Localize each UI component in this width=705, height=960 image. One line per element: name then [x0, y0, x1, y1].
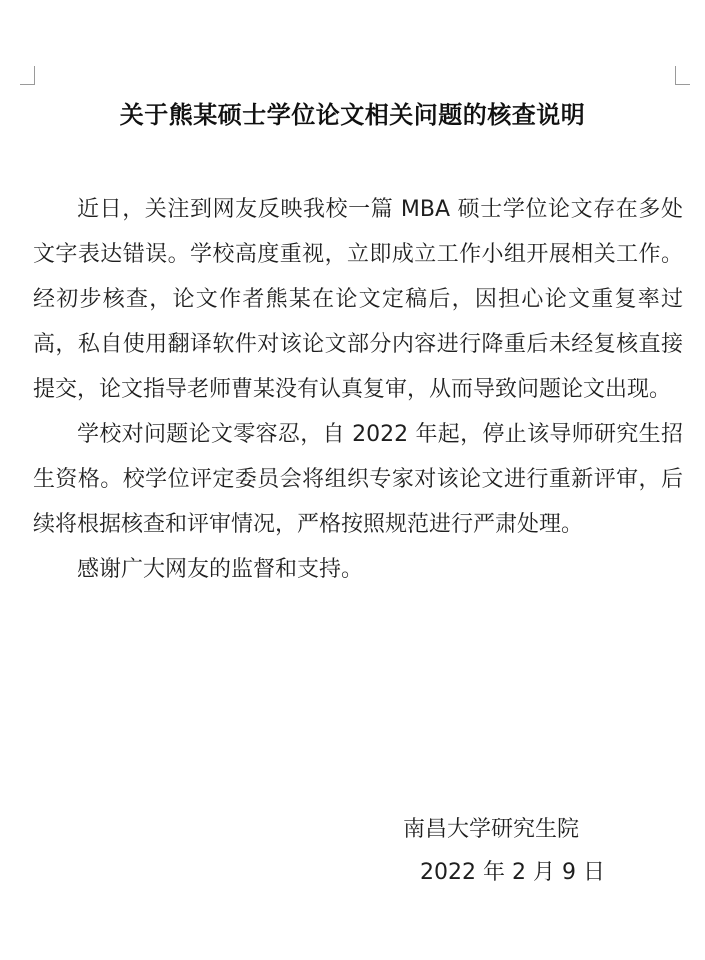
paragraph-3: 感谢广大网友的监督和支持。	[77, 557, 364, 582]
paragraph-2: 学校对问题论文零容忍，自 2022 年起，停止该导师研究生招生资格。校学位评定委员会将组织专家对该论文进行重新评审，后续将根据核查和评审情况，严格按照规范进行严肃处理。	[33, 422, 683, 537]
signature-date: 2022 年 2 月 9 日	[420, 860, 605, 885]
crop-mark-top-right	[675, 66, 690, 85]
signature-organization: 南昌大学研究生院	[403, 817, 580, 842]
document-body	[33, 187, 683, 592]
document-title: 关于熊某硕士学位论文相关问题的核查说明	[119, 101, 586, 129]
crop-mark-top-left	[20, 66, 35, 85]
paragraph-1: 近日，关注到网友反映我校一篇 MBA 硕士学位论文存在多处文字表达错误。学校高度重视，立即成立工作小组开展相关工作。经初步核查，论文作者熊某在论文定稿后，因担心论文重复率过高，私自使用翻译软件对该论文部分内容进行降重后未经复核直接提交，论文指导老师曹某没有认真复审，从而导致问题论文出现。	[33, 197, 683, 402]
